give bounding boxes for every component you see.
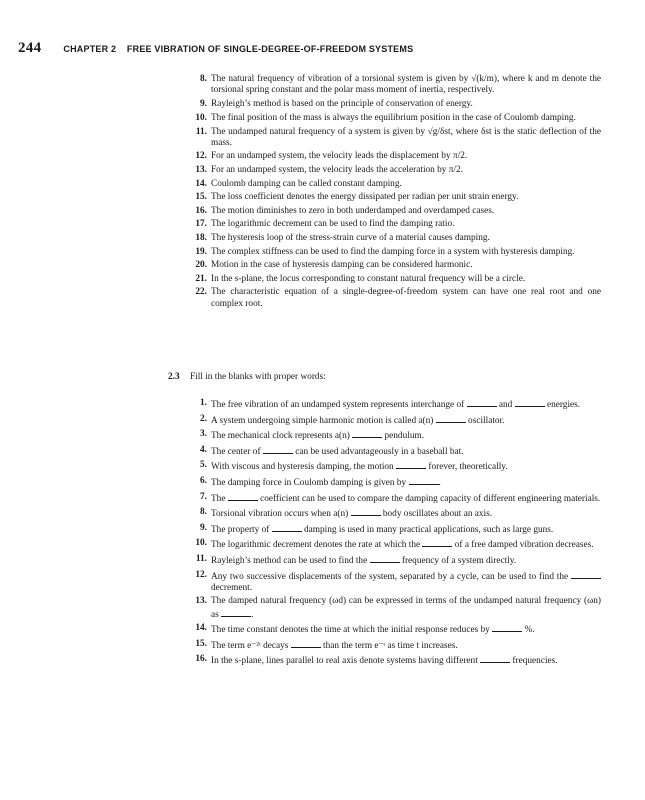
item-text: In the s-plane, the locus corresponding to constant natural frequency will be a circle. (211, 273, 526, 284)
list-item (0, 206, 645, 217)
item-text: The logarithmic decrement can be used to find the damping ratio. (211, 219, 455, 230)
answer-blank (436, 414, 466, 423)
item-number: 8. (200, 507, 207, 518)
item-text-part: The center of (211, 446, 263, 457)
item-text: The loss coefficient denotes the energy dissipated per radian per unit strain energy. (211, 192, 519, 203)
item-number: 16. (195, 205, 207, 216)
item-text-part: forever, theoretically. (426, 462, 508, 473)
answer-blank (263, 445, 293, 454)
item-text: The natural frequency of vibration of a torsional system is given by √(k/m), where k and m denote the torsional spring constant and the polar mass moment of inertia, respectively. (211, 74, 601, 96)
item-text: The motion diminishes to zero in both underdamped and overdamped cases. (211, 205, 495, 216)
item-text-part: Rayleigh’s method can be used to find the (211, 555, 370, 566)
list-item (0, 507, 645, 520)
item-number: 16. (195, 654, 207, 665)
item-number: 20. (195, 260, 207, 271)
item-number: 11. (195, 126, 207, 137)
item-text-part: The logarithmic decrement denotes the rate at which the (211, 540, 423, 551)
item-number: 14. (195, 623, 207, 634)
item-number: 6. (200, 475, 207, 486)
item-number: 9. (200, 522, 207, 533)
item-text: The final position of the mass is always the equilibrium position in the case of Coulomb damping. (211, 113, 576, 123)
item-text-part: With viscous and hysteresis damping, the motion (211, 462, 397, 473)
item-text-part: A system undergoing simple harmonic motion is called a(n) (211, 415, 436, 426)
item-number: 12. (195, 151, 207, 162)
page-number: 244 (18, 40, 42, 56)
list-item (0, 460, 645, 473)
answer-blank (396, 460, 426, 469)
answer-blank (272, 523, 302, 532)
answer-blank (221, 608, 251, 617)
item-text-part: frequency of a system directly. (399, 555, 517, 566)
item-text-part: of a free damped vibration decreases. (452, 540, 594, 551)
item-text-part: and (496, 400, 515, 410)
item-number: 18. (195, 232, 207, 243)
item-number: 10. (195, 113, 207, 123)
item-number: 19. (195, 246, 207, 257)
list-item (0, 179, 645, 190)
item-text: The complex stiffness can be used to find the damping force in a system with hysteresis damping. (211, 246, 575, 257)
item-text: For an undamped system, the velocity leads the displacement by π/2. (211, 151, 468, 162)
item-number: 10. (195, 538, 207, 549)
list-item (0, 623, 645, 636)
answer-blank (351, 507, 381, 516)
item-text-part: Any two successive displacements of the system, separated by a cycle, can be used to find the (211, 571, 571, 582)
page-header (18, 40, 628, 56)
item-number: 7. (200, 491, 207, 502)
item-text: Coulomb damping can be called constant damping. (211, 178, 402, 189)
item-text-part: The property of (211, 524, 272, 535)
item-text-part: The term e⁻²ᵗ decays (211, 640, 291, 651)
item-text-part: body oscillates about an axis. (380, 509, 493, 520)
item-number: 13. (195, 596, 207, 607)
answer-blank (352, 429, 382, 438)
item-number: 9. (200, 99, 207, 110)
list-item (0, 570, 645, 594)
answer-blank (467, 398, 497, 407)
list-item (0, 639, 645, 652)
item-number: 12. (195, 569, 207, 580)
item-number: 4. (200, 444, 207, 455)
item-text-part: The damping force in Coulomb damping is given by (211, 477, 409, 488)
item-text: The hysteresis loop of the stress-strain curve of a material causes damping. (211, 232, 490, 243)
item-text-part: energies. (544, 400, 581, 410)
list-item (0, 113, 645, 124)
item-text-part: decrement. (211, 582, 253, 593)
answer-blank (409, 476, 439, 485)
list-item (0, 165, 645, 176)
list-item (0, 414, 645, 427)
list-item (0, 596, 645, 620)
item-number: 13. (195, 164, 207, 175)
list-item (0, 274, 645, 285)
list-item (0, 429, 645, 442)
item-text: The undamped natural frequency of a system is given by √g/δst, where δst is the static deflection of the mass. (211, 126, 601, 148)
answer-blank (515, 398, 545, 407)
answer-blank (370, 554, 400, 563)
item-number: 5. (200, 460, 207, 471)
list-item (0, 233, 645, 244)
list-item (0, 398, 645, 411)
section-number: 2.3 (168, 372, 180, 382)
item-number: 15. (195, 192, 207, 203)
chapter-label: CHAPTER 2 (63, 44, 117, 54)
item-number: 21. (195, 273, 207, 284)
item-text-part: The (211, 493, 228, 504)
answer-blank (480, 654, 510, 663)
item-text-part: pendulum. (382, 431, 425, 442)
true-false-list (0, 74, 645, 312)
list-item (0, 151, 645, 162)
item-number: 15. (195, 638, 207, 649)
item-text-part: than the term e⁻ᵗ as time t increases. (320, 640, 458, 651)
item-text-part: The time constant denotes the time at which the initial response reduces by (211, 625, 493, 636)
item-text-part: Torsional vibration occurs when a(n) (211, 509, 351, 520)
list-item (0, 260, 645, 271)
item-number: 22. (195, 287, 207, 298)
item-text-part: can be used advantageously in a baseball bat. (292, 446, 464, 457)
item-text-part: %. (522, 625, 535, 636)
list-item (0, 99, 645, 110)
item-text-part: The damped natural frequency (ωd) can be expressed in terms of the undamped natural frequency (ωn) as (211, 596, 601, 620)
answer-blank (422, 538, 452, 547)
item-number: 1. (200, 398, 207, 408)
list-item (0, 654, 645, 667)
list-item (0, 247, 645, 258)
item-text: Motion in the case of hysteresis damping can be considered harmonic. (211, 260, 473, 271)
item-text-part: The free vibration of an undamped system represents interchange of (211, 400, 467, 410)
list-item (0, 74, 645, 96)
item-number: 14. (195, 178, 207, 189)
item-text-part: . (251, 609, 254, 620)
item-text: Rayleigh’s method is based on the principle of conservation of energy. (211, 99, 473, 110)
list-item (0, 476, 645, 489)
list-item (0, 523, 645, 536)
item-text-part: In the s-plane, lines parallel to real axis denote systems having different (211, 656, 481, 667)
section-heading (168, 372, 326, 382)
list-item (0, 492, 645, 505)
answer-blank (492, 623, 522, 632)
item-text-part: damping is used in many practical applications, such as large guns. (301, 524, 554, 535)
chapter-title: FREE VIBRATION OF SINGLE-DEGREE-OF-FREEDOM SYSTEMS (126, 44, 414, 54)
item-number: 3. (200, 429, 207, 440)
item-text-part: oscillator. (465, 415, 505, 426)
item-number: 2. (200, 413, 207, 424)
list-item (0, 445, 645, 458)
list-item (0, 192, 645, 203)
chapter-heading (63, 44, 413, 54)
section-title: Fill in the blanks with proper words: (189, 372, 326, 382)
item-number: 8. (200, 74, 207, 84)
answer-blank (571, 570, 601, 579)
item-text: The characteristic equation of a single-degree-of-freedom system can have one real root and one complex root. (211, 287, 601, 309)
item-text-part: . (438, 477, 441, 488)
answer-blank (291, 639, 321, 648)
item-number: 11. (195, 553, 207, 564)
list-item (0, 219, 645, 230)
list-item (0, 554, 645, 567)
item-text-part: The mechanical clock represents a(n) (211, 431, 353, 442)
list-item (0, 287, 645, 309)
item-number: 17. (195, 219, 207, 230)
fill-blanks-list (0, 398, 645, 670)
item-text-part: coefficient can be used to compare the damping capacity of different engineering materials. (257, 493, 601, 504)
list-item (0, 127, 645, 149)
list-item (0, 538, 645, 551)
answer-blank (228, 492, 258, 501)
item-text: For an undamped system, the velocity leads the acceleration by π/2. (211, 164, 464, 175)
item-text-part: frequencies. (510, 656, 558, 667)
